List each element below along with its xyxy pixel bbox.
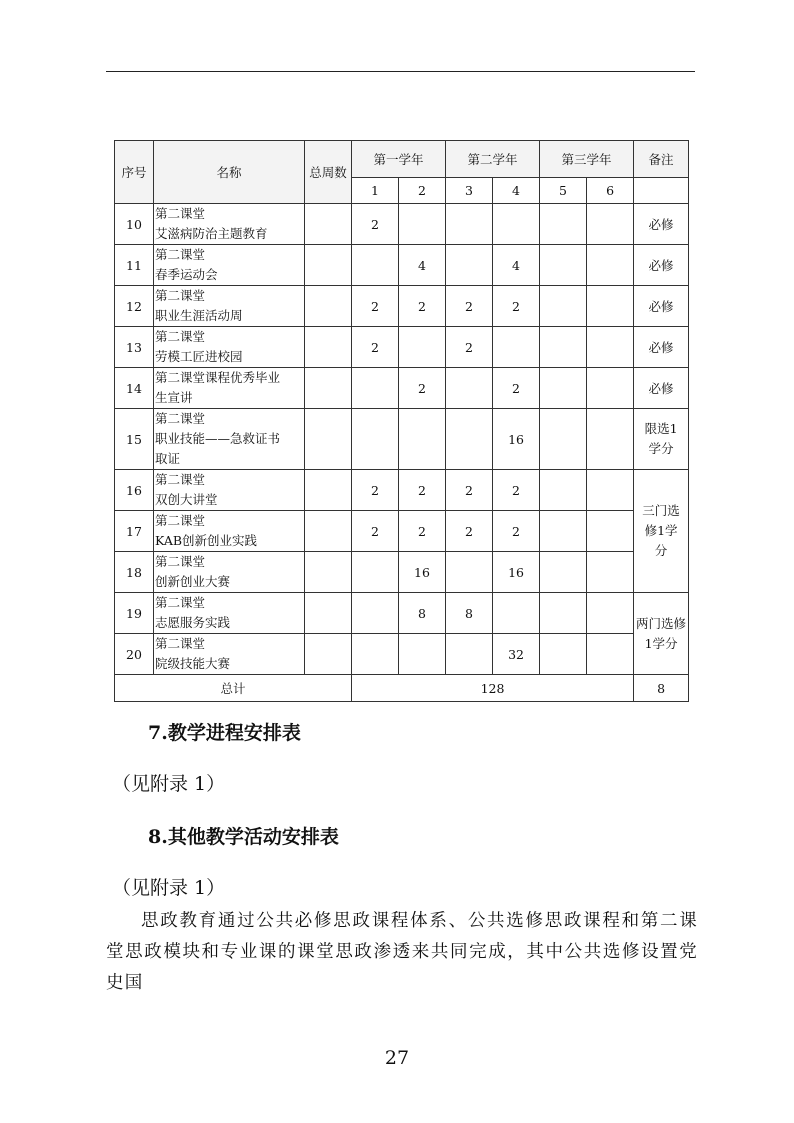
row-term-5: [540, 327, 587, 368]
row-term-2: 16: [399, 552, 446, 593]
table-row: [115, 470, 689, 511]
row-term-3: [446, 245, 493, 286]
table-row: [115, 245, 689, 286]
header-rule: [106, 71, 695, 72]
row-term-3: 2: [446, 470, 493, 511]
header-year3: 第三学年: [540, 141, 634, 178]
row-name-line: 第二课堂: [155, 636, 206, 651]
row-term-5: [540, 552, 587, 593]
row-remark: 必修: [634, 327, 689, 368]
row-remark: 必修: [634, 368, 689, 409]
header-row-years: [115, 141, 689, 178]
body-paragraph: 思政教育通过公共必修思政课程体系、公共选修思政课程和第二课堂思政模块和专业课的课堂思政渗透来共同完成，其中公共选修设置党史国: [106, 911, 698, 993]
group-remark-two: 两门选修1学分: [634, 593, 689, 675]
row-name: [154, 409, 305, 470]
row-term-2: 4: [399, 245, 446, 286]
table-row: [115, 634, 689, 675]
table-row: [115, 368, 689, 409]
row-term-5: [540, 511, 587, 552]
header-term-1: 1: [352, 178, 399, 204]
row-term-1: [352, 245, 399, 286]
row-term-3: 2: [446, 286, 493, 327]
row-term-1: [352, 409, 399, 470]
row-term-3: [446, 368, 493, 409]
row-term-5: [540, 286, 587, 327]
table-row: [115, 204, 689, 245]
row-name: [154, 634, 305, 675]
row-term-4: 2: [493, 470, 540, 511]
row-term-5: [540, 634, 587, 675]
row-name-line: 生宣讲: [155, 390, 193, 405]
row-remark: 必修: [634, 204, 689, 245]
row-term-6: [587, 327, 634, 368]
row-name: [154, 511, 305, 552]
header-remark-sub: [634, 178, 689, 204]
row-name-line: 第二课堂: [155, 513, 206, 528]
row-term-4: 16: [493, 552, 540, 593]
row-term-6: [587, 552, 634, 593]
table-row: [115, 409, 689, 470]
row-seq: 19: [115, 593, 154, 634]
row-term-6: [587, 409, 634, 470]
row-term-6: [587, 470, 634, 511]
header-term-6: 6: [587, 178, 634, 204]
row-remark: 必修: [634, 245, 689, 286]
row-total-weeks: [305, 593, 352, 634]
row-total-weeks: [305, 634, 352, 675]
total-label: 总计: [115, 675, 352, 702]
row-term-2: 2: [399, 368, 446, 409]
row-name-line: 春季运动会: [155, 267, 218, 282]
row-term-3: [446, 204, 493, 245]
row-seq: 10: [115, 204, 154, 245]
row-seq: 17: [115, 511, 154, 552]
row-seq: 11: [115, 245, 154, 286]
row-name-line: 志愿服务实践: [155, 615, 231, 630]
row-term-4: [493, 327, 540, 368]
table-row: [115, 511, 689, 552]
row-term-2: 2: [399, 470, 446, 511]
row-name: [154, 470, 305, 511]
header-term-2: 2: [399, 178, 446, 204]
row-name: [154, 245, 305, 286]
row-term-3: [446, 409, 493, 470]
row-term-4: 32: [493, 634, 540, 675]
row-term-1: 2: [352, 286, 399, 327]
row-term-4: 2: [493, 368, 540, 409]
row-name-line: KAB创新创业实践: [155, 533, 258, 548]
table-row: [115, 286, 689, 327]
row-term-3: [446, 634, 493, 675]
row-total-weeks: [305, 286, 352, 327]
row-seq: 20: [115, 634, 154, 675]
row-term-1: [352, 634, 399, 675]
header-name: 名称: [154, 141, 305, 204]
row-term-3: 8: [446, 593, 493, 634]
page-number: 27: [384, 1047, 410, 1069]
row-total-weeks: [305, 368, 352, 409]
row-total-weeks: [305, 204, 352, 245]
row-total-weeks: [305, 552, 352, 593]
header-year1: 第一学年: [352, 141, 446, 178]
row-term-2: [399, 327, 446, 368]
row-term-6: [587, 245, 634, 286]
total-value: 128: [352, 675, 634, 702]
row-seq: 14: [115, 368, 154, 409]
row-term-3: 2: [446, 511, 493, 552]
row-name-line: 第二课堂: [155, 595, 206, 610]
total-row: [115, 675, 689, 702]
row-name: [154, 593, 305, 634]
row-name-line: 创新创业大赛: [155, 574, 231, 589]
row-name-line: 艾滋病防治主题教育: [155, 226, 268, 241]
row-term-1: [352, 368, 399, 409]
row-term-3: 2: [446, 327, 493, 368]
header-term-4: 4: [493, 178, 540, 204]
row-total-weeks: [305, 327, 352, 368]
row-seq: 12: [115, 286, 154, 327]
row-total-weeks: [305, 470, 352, 511]
row-name-line: 院级技能大赛: [155, 656, 231, 671]
section7-note: （见附录 1）: [112, 773, 226, 795]
group-remark-three: 三门选修1学分: [634, 470, 689, 593]
activity-schedule-table: [114, 140, 689, 702]
header-remark: 备注: [634, 141, 689, 178]
row-term-4: [493, 204, 540, 245]
row-seq: 18: [115, 552, 154, 593]
row-name-line: 第二课堂课程优秀毕业: [155, 370, 281, 385]
row-term-5: [540, 470, 587, 511]
header-term-5: 5: [540, 178, 587, 204]
row-term-1: 2: [352, 327, 399, 368]
row-term-4: [493, 593, 540, 634]
row-term-2: [399, 204, 446, 245]
table-row: [115, 327, 689, 368]
row-name-line: 第二课堂: [155, 206, 206, 221]
row-seq: 16: [115, 470, 154, 511]
row-term-4: 16: [493, 409, 540, 470]
row-term-2: [399, 409, 446, 470]
row-term-2: 2: [399, 286, 446, 327]
row-name-line: 第二课堂: [155, 247, 206, 262]
row-name-line: 职业生涯活动周: [155, 308, 243, 323]
row-seq: 15: [115, 409, 154, 470]
row-term-6: [587, 368, 634, 409]
row-total-weeks: [305, 511, 352, 552]
row-total-weeks: [305, 245, 352, 286]
row-term-2: 8: [399, 593, 446, 634]
header-total-weeks: 总周数: [305, 141, 352, 204]
row-name-line: 职业技能——急救证书: [155, 431, 281, 446]
row-term-6: [587, 593, 634, 634]
row-total-weeks: [305, 409, 352, 470]
row-name-line: 双创大讲堂: [155, 492, 218, 507]
row-term-5: [540, 409, 587, 470]
section7-heading: 7.教学进程安排表: [148, 722, 301, 744]
row-term-4: 2: [493, 511, 540, 552]
row-name-line: 劳模工匠进校园: [155, 349, 243, 364]
row-name: [154, 552, 305, 593]
table-body: [115, 204, 689, 702]
row-term-2: [399, 634, 446, 675]
header-year2: 第二学年: [446, 141, 540, 178]
row-term-5: [540, 204, 587, 245]
row-term-1: [352, 552, 399, 593]
row-term-6: [587, 634, 634, 675]
row-term-1: 2: [352, 470, 399, 511]
header-seq: 序号: [115, 141, 154, 204]
section8-heading: 8.其他教学活动安排表: [148, 826, 339, 848]
row-term-1: 2: [352, 204, 399, 245]
row-name-line: 第二课堂: [155, 472, 206, 487]
section8-note: （见附录 1）: [112, 877, 226, 899]
header-term-3: 3: [446, 178, 493, 204]
row-term-4: 4: [493, 245, 540, 286]
row-term-6: [587, 286, 634, 327]
row-remark: 限选1学分: [634, 409, 689, 470]
total-remark: 8: [634, 675, 689, 702]
row-seq: 13: [115, 327, 154, 368]
row-term-6: [587, 204, 634, 245]
row-name-line: 取证: [155, 451, 181, 466]
table-row: [115, 552, 689, 593]
row-name: [154, 368, 305, 409]
row-name: [154, 204, 305, 245]
row-term-5: [540, 368, 587, 409]
row-term-4: 2: [493, 286, 540, 327]
row-term-1: 2: [352, 511, 399, 552]
row-name-line: 第二课堂: [155, 329, 206, 344]
row-remark: 必修: [634, 286, 689, 327]
row-name: [154, 286, 305, 327]
row-term-6: [587, 511, 634, 552]
row-term-2: 2: [399, 511, 446, 552]
table-row: [115, 593, 689, 634]
row-term-5: [540, 245, 587, 286]
row-term-5: [540, 593, 587, 634]
row-name-line: 第二课堂: [155, 554, 206, 569]
row-name: [154, 327, 305, 368]
row-term-1: [352, 593, 399, 634]
row-name-line: 第二课堂: [155, 411, 206, 426]
row-term-3: [446, 552, 493, 593]
row-name-line: 第二课堂: [155, 288, 206, 303]
